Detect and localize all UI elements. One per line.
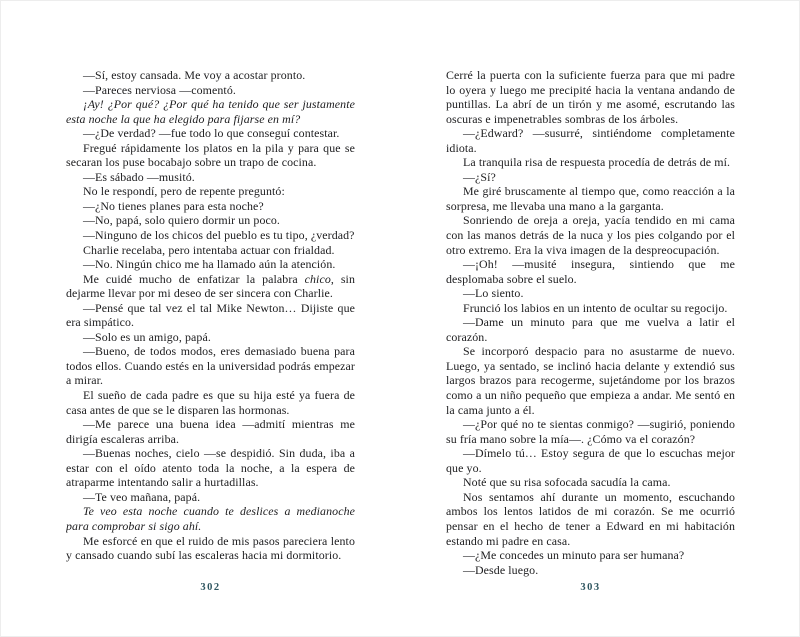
text-segment: Me giré bruscamente al tiempo que, como reacción a la sorpresa, me llevaba una mano a la garganta. — [446, 184, 735, 213]
paragraph — [66, 272, 355, 301]
paragraph — [446, 184, 735, 213]
page-number-left: 302 — [200, 582, 221, 593]
text-segment: —Pareces nerviosa —comentó. — [83, 82, 236, 97]
text-segment: Me cuidé mucho de enfatizar la palabra — [83, 271, 305, 286]
text-segment: Me esforcé en que el ruido de mis pasos pareciera lento y cansado cuando subí las escaleras hacia mi dormitorio. — [66, 533, 355, 563]
text-segment: —No, papá, solo quiero dormir un poco. — [83, 213, 280, 228]
text-segment: No le respondí, pero de repente preguntó: — [83, 184, 285, 199]
text-segment: —Dame un minuto para que me vuelva a latir el corazón. — [446, 315, 735, 344]
paragraph — [66, 301, 355, 330]
text-segment: —Te veo mañana, papá. — [83, 489, 201, 504]
text-segment: ¡Ay! ¿Por qué? ¿Por qué ha tenido que ser justamente esta noche la que ha elegido para fijarse en mí? — [66, 97, 355, 126]
paragraph — [66, 199, 355, 214]
paragraph — [66, 170, 355, 185]
text-segment: —¿De verdad? —fue todo lo que conseguí contestar. — [83, 126, 340, 141]
paragraph — [66, 126, 355, 141]
text-segment: Fregué rápidamente los platos en la pila y para que se secaran los puse bocabajo sobre un trapo de cocina. — [66, 140, 355, 170]
text-segment: Nos sentamos ahí durante un momento, escuchando ambos los lentos latidos de mi corazón. Se me ocurrió pensar en el hecho de tener a Edward en mi habitación estando mi padre en casa. — [446, 489, 735, 548]
page-left — [66, 68, 355, 578]
paragraph — [66, 388, 355, 417]
paragraph — [446, 490, 735, 548]
paragraph — [66, 184, 355, 199]
paragraph — [446, 68, 735, 126]
text-segment: —No. Ningún chico me ha llamado aún la atención. — [83, 257, 336, 272]
text-segment: —Sí, estoy cansada. Me voy a acostar pronto. — [83, 68, 306, 82]
paragraph — [446, 548, 735, 563]
text-segment: —Desde luego. — [463, 562, 539, 577]
page-right-text — [446, 68, 735, 577]
paragraph — [446, 446, 735, 475]
text-segment: —Lo siento. — [463, 286, 524, 301]
text-segment: Frunció los labios en un intento de ocultar su regocijo. — [463, 300, 728, 315]
paragraph — [66, 417, 355, 446]
paragraph — [446, 417, 735, 446]
paragraph — [446, 286, 735, 301]
paragraph — [446, 315, 735, 344]
paragraph — [446, 344, 735, 417]
paragraph — [446, 126, 735, 155]
paragraph — [446, 213, 735, 257]
page-left-text — [66, 68, 355, 563]
page-right — [446, 68, 735, 578]
paragraph — [66, 257, 355, 272]
paragraph — [66, 504, 355, 533]
text-segment: —¡Oh! —musité insegura, sintiendo que me desplomaba sobre el suelo. — [446, 257, 735, 286]
paragraph — [66, 243, 355, 258]
paragraph — [66, 534, 355, 563]
text-segment: —¿Edward? —susurré, sintiéndome completamente idiota. — [446, 126, 735, 155]
paragraph — [66, 141, 355, 170]
paragraph — [446, 257, 735, 286]
text-segment: —Bueno, de todos modos, eres demasiado buena para todos ellos. Cuando estés en la universidad podrás empezar a mirar. — [66, 344, 355, 388]
text-segment: —Buenas noches, cielo —se despidió. Sin duda, iba a estar con el oído atento toda la noche, a la espera de atraparme intentando salir a hurtadillas. — [66, 446, 355, 490]
paragraph — [66, 97, 355, 126]
text-segment: —¿Sí? — [463, 169, 496, 184]
text-segment: Sonriendo de oreja a oreja, yacía tendido en mi cama con las manos detrás de la nuca y los pies colgando por el otro extremo. Era la viva imagen de la despreocupación. — [446, 213, 735, 257]
paragraph — [66, 446, 355, 490]
paragraph — [66, 213, 355, 228]
paragraph — [66, 490, 355, 505]
paragraph — [66, 83, 355, 98]
text-segment: —Es sábado —musitó. — [83, 169, 195, 184]
paragraph — [66, 68, 355, 83]
text-segment: , sin dejarme llevar por mi deseo de ser sincera con Charlie. — [66, 271, 355, 301]
text-segment: Se incorporó despacio para no asustarme de nuevo. Luego, ya sentado, se inclinó hacia delante y extendió sus largos brazos para recogerme, sujetándome por los brazos como a un niño pequeño que empieza a andar. Me sentó en la cama junto a él. — [446, 344, 735, 417]
paragraph — [66, 344, 355, 388]
text-segment: La tranquila risa de respuesta procedía de detrás de mí. — [463, 155, 731, 170]
paragraph — [446, 475, 735, 490]
text-segment: El sueño de cada padre es que su hija esté ya fuera de casa antes de que se le disparen las hormonas. — [66, 388, 355, 417]
paragraph — [446, 170, 735, 185]
paragraph — [446, 563, 735, 578]
paragraph — [446, 301, 735, 316]
text-segment: —Solo es un amigo, papá. — [83, 329, 211, 344]
text-segment: —¿Por qué no te sientas conmigo? —sugirió, poniendo su fría mano sobre la mía—. ¿Cómo va el corazón? — [446, 417, 735, 446]
paragraph — [66, 228, 355, 243]
text-segment: Noté que su risa sofocada sacudía la cama. — [463, 475, 671, 490]
text-segment: —¿Me concedes un minuto para ser humana? — [463, 548, 685, 563]
page-number-right: 303 — [580, 582, 601, 593]
paragraph — [446, 155, 735, 170]
text-segment: —Pensé que tal vez el tal Mike Newton… Dijiste que era simpático. — [66, 300, 355, 330]
text-segment: —¿No tienes planes para esta noche? — [83, 198, 264, 213]
paragraph — [66, 330, 355, 345]
text-segment: —Me parece una buena idea —admití mientras me dirigía escaleras arriba. — [66, 417, 355, 446]
text-segment: Te veo esta noche cuando te deslices a medianoche para comprobar si sigo ahí. — [66, 504, 355, 533]
text-segment: chico — [304, 271, 331, 286]
text-segment: Charlie recelaba, pero intentaba actuar con frialdad. — [83, 242, 335, 257]
text-segment: Cerré la puerta con la suficiente fuerza para que mi padre lo oyera y luego me precipité hacia la ventana andando de puntillas. La abrí de un tirón y me asomé, escrutando las oscuras e impenetrables sombras de los árboles. — [446, 68, 735, 126]
text-segment: —Dímelo tú… Estoy segura de que lo escuchas mejor que yo. — [446, 446, 735, 475]
text-segment: —Ninguno de los chicos del pueblo es tu tipo, ¿verdad? — [83, 228, 355, 243]
